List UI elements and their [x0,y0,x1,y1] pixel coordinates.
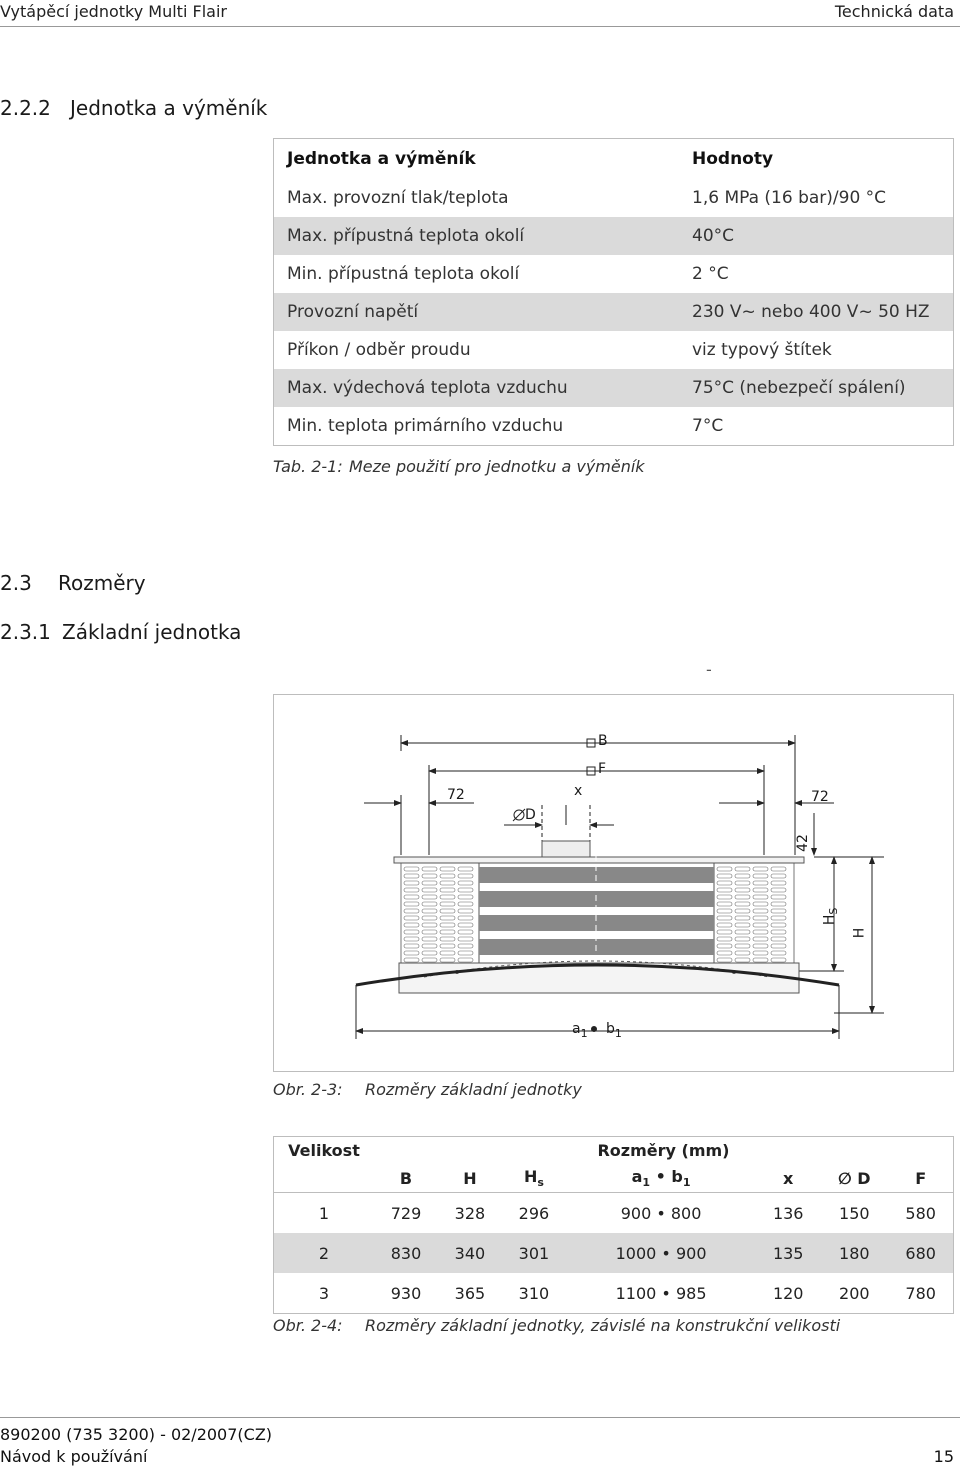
grille-slot [735,867,750,871]
caption-label: Tab. 2-1: [273,457,343,476]
grille-slot [458,909,473,913]
grille-slot [458,888,473,892]
grille-slot [422,867,437,871]
cell: 580 [888,1193,953,1234]
grille-slot [717,930,732,934]
cell: 200 [839,1283,870,1303]
grille-slot [458,874,473,878]
grille-slot [735,895,750,899]
grille-slot [458,944,473,948]
grille-slot [771,895,786,899]
grille-slot [735,916,750,920]
grille-slot [717,951,732,955]
grille-slot [735,909,750,913]
grille-slot [404,909,419,913]
grille-slot [717,888,732,892]
caption-label: Obr. 2-4: [273,1316,343,1335]
grille-slot [440,888,455,892]
cell: 1100 • 985 [615,1283,707,1303]
grille-slot [771,867,786,871]
grille-slot [440,930,455,934]
grille-slot [440,916,455,920]
grille-slot [771,881,786,885]
grille-slot [753,958,768,962]
section-number: 2.2.2 [0,96,51,120]
grille-slot [404,930,419,934]
cell: 780 [905,1283,936,1303]
table-subheader-row [274,1165,954,1193]
caption-text: Meze použití pro jednotku a výměník [349,457,645,476]
grille-slot [422,937,437,941]
grille-slot [735,958,750,962]
caption-text: Rozměry základní jednotky, závislé na konstrukční velikosti [365,1316,841,1335]
grille-slot [735,937,750,941]
grille-slot [753,916,768,920]
table-row [274,331,954,369]
table-caption [273,457,645,476]
grille-slot [440,881,455,885]
table-header-cell: Hodnoty [692,149,774,169]
grille-slot [458,867,473,871]
grille-slot [771,916,786,920]
col-Hs: $H_s$ [523,1167,544,1190]
row-value: 230 V~ nebo 400 V~ 50 HZ [692,293,954,331]
row-label: Příkon / odběr proudu [287,340,471,360]
section-number: 2.3 [0,571,32,595]
grille-slot [422,902,437,906]
grille-slot [458,895,473,899]
grille-slot [422,916,437,920]
grille-slot [753,881,768,885]
grille-slot [771,902,786,906]
grille-slot [771,937,786,941]
grille-slot [753,930,768,934]
section-heading-231 [0,620,241,644]
figure-caption [273,1080,582,1099]
grille-slot [404,867,419,871]
grille-slot [771,888,786,892]
grille-slot [717,902,732,906]
grille-slot [404,874,419,878]
header-right: Technická data [834,2,954,21]
col-D: ∅ D [838,1168,871,1188]
section-heading-23 [0,571,146,595]
grille-slot [753,937,768,941]
grille-slot [771,930,786,934]
table-row [274,407,954,446]
dimensions-table [273,1136,954,1314]
cell: 180 [820,1233,888,1273]
grille-slot [422,958,437,962]
table2-caption [273,1316,840,1335]
grille-slot [717,909,732,913]
cell: 301 [502,1233,566,1273]
grille-slot [753,867,768,871]
connection-stub [542,841,590,857]
grille-slot [440,951,455,955]
row-label: Min. přípustná teplota okolí [287,264,520,284]
grille-slot [735,874,750,878]
grille-slot [404,916,419,920]
grille-slot [753,909,768,913]
cell: 930 [390,1283,422,1303]
limits-table [273,138,954,446]
grille-slot [717,895,732,899]
cell: 296 [502,1193,566,1234]
label-42: 42 [794,834,811,852]
grille-slot [440,895,455,899]
label-F: F [598,761,607,777]
grille-slot [753,951,768,955]
grille-slot [440,958,455,962]
grille-slot [404,888,419,892]
footer-doc: 890200 (735 3200) - 02/2007(CZ) [0,1425,273,1444]
label-72-right: 72 [811,789,829,805]
grille-slot [422,874,437,878]
grille-slot [753,874,768,878]
col-a1-b1: $a_1$ • $b_1$ [631,1167,691,1190]
label-a1: $a_1$ [572,1021,588,1040]
footer-divider [0,1417,960,1418]
grille-slot [440,902,455,906]
grille-slot [422,930,437,934]
grille-slot [404,951,419,955]
grille-slot [440,867,455,871]
row-value: 40°C [692,217,954,255]
cell: 150 [820,1193,888,1234]
grille-slot [717,958,732,962]
grille-slot [717,944,732,948]
grille-slot [735,888,750,892]
table-row [274,255,954,293]
grille-slot [753,923,768,927]
caption-text: Rozměry základní jednotky [365,1080,582,1099]
cell: 340 [438,1233,502,1273]
grille-slot [458,951,473,955]
grille-slot [422,888,437,892]
grille-slot [735,944,750,948]
grille-slot [440,909,455,913]
footer-manual: Návod k používání [0,1447,148,1466]
row-label: Max. výdechová teplota vzduchu [274,369,693,407]
row-label: Max. přípustná teplota okolí [274,217,693,255]
grille-slot [771,923,786,927]
grille-slot [753,888,768,892]
row-value: viz typový štítek [692,340,832,360]
stray-mark: - [706,660,712,679]
cell: 2 [274,1233,375,1273]
row-label: Provozní napětí [274,293,693,331]
grille-slot [422,881,437,885]
grille-slot [771,944,786,948]
label-B: B [598,733,608,749]
grille-slot [440,874,455,878]
label-Hs: $H_S$ [821,907,841,926]
table-row [274,217,954,255]
table-row [274,1193,954,1234]
grille-slot [717,881,732,885]
table-row [274,293,954,331]
drawing-svg [274,695,953,1071]
grille-slot [422,923,437,927]
col-x: x [783,1168,794,1188]
grille-slot [735,951,750,955]
grille-slot [458,881,473,885]
header-rozmery: Rozměry (mm) [597,1141,730,1161]
row-value: 7°C [692,416,724,436]
table-row [274,1233,954,1273]
grille-slot [404,958,419,962]
grille-slot [458,958,473,962]
dimension-drawing [273,694,954,1072]
row-value: 2 °C [692,264,729,284]
row-label: Max. provozní tlak/teplota [287,188,509,208]
grille-slot [717,923,732,927]
cell: 1000 • 900 [566,1233,756,1273]
grille-slot [717,937,732,941]
section-heading-222 [0,96,267,120]
grille-slot [404,895,419,899]
section-title: Rozměry [58,571,146,595]
grille-slot [771,874,786,878]
cell: 136 [756,1193,820,1234]
table-header-cell: Jednotka a výměník [287,149,476,169]
table-row [274,179,954,217]
table-header-row [274,139,954,180]
section-number: 2.3.1 [0,620,51,644]
grille-slot [735,902,750,906]
grille-slot [422,951,437,955]
row-value: 75°C (nebezpečí spálení) [692,369,954,407]
grille-slot [458,930,473,934]
cell: 680 [888,1233,953,1273]
cell: 310 [518,1283,550,1303]
grille-slot [404,937,419,941]
grille-slot [422,909,437,913]
section-title: Jednotka a výměník [70,96,268,120]
label-b1: $b_1$ [606,1021,622,1040]
grille-slot [458,916,473,920]
label-x: x [574,783,583,799]
caption-label: Obr. 2-3: [273,1080,343,1099]
label-72-left: 72 [447,787,465,803]
label-H: H [851,927,868,939]
grille-slot [440,944,455,948]
grille-slot [735,930,750,934]
grille-slot [771,951,786,955]
label-D: D [525,807,536,823]
col-F: F [915,1168,927,1188]
cell: 3 [318,1283,330,1303]
header-velikost: Velikost [288,1141,360,1161]
col-B: B [399,1168,413,1188]
grille-slot [458,937,473,941]
cell: 328 [438,1193,502,1234]
table-header-row [274,1137,954,1165]
grille-slot [422,895,437,899]
grille-slot [753,944,768,948]
table-row [274,1273,954,1314]
grille-slot [404,881,419,885]
grille-slot [458,923,473,927]
row-label: Min. teplota primárního vzduchu [287,416,564,436]
grille-slot [735,881,750,885]
section-title: Základní jednotka [62,620,242,644]
grille-slot [771,958,786,962]
cell: 365 [454,1283,486,1303]
header-left: Vytápěcí jednotky Multi Flair [0,2,227,21]
cell: 135 [756,1233,820,1273]
grille-slot [440,937,455,941]
page-number: 15 [933,1447,954,1466]
cell: 729 [374,1193,438,1234]
grille-slot [404,944,419,948]
col-H: H [463,1168,477,1188]
cell: 900 • 800 [566,1193,756,1234]
header-empty [274,1165,375,1193]
grille-slot [717,916,732,920]
grille-slot [771,909,786,913]
table-row [274,369,954,407]
grille-slot [717,874,732,878]
grille-slot [422,944,437,948]
row-value: 1,6 MPa (16 bar)/90 °C [692,188,887,208]
cell: 120 [772,1283,804,1303]
grille-slot [440,923,455,927]
cell: 1 [274,1193,375,1234]
grille-slot [753,895,768,899]
grille-slot [458,902,473,906]
header-divider [0,26,960,27]
grille-slot [404,902,419,906]
grille-slot [404,923,419,927]
grille-slot [717,867,732,871]
grille-slot [753,902,768,906]
grille-slot [735,923,750,927]
cell: 830 [374,1233,438,1273]
